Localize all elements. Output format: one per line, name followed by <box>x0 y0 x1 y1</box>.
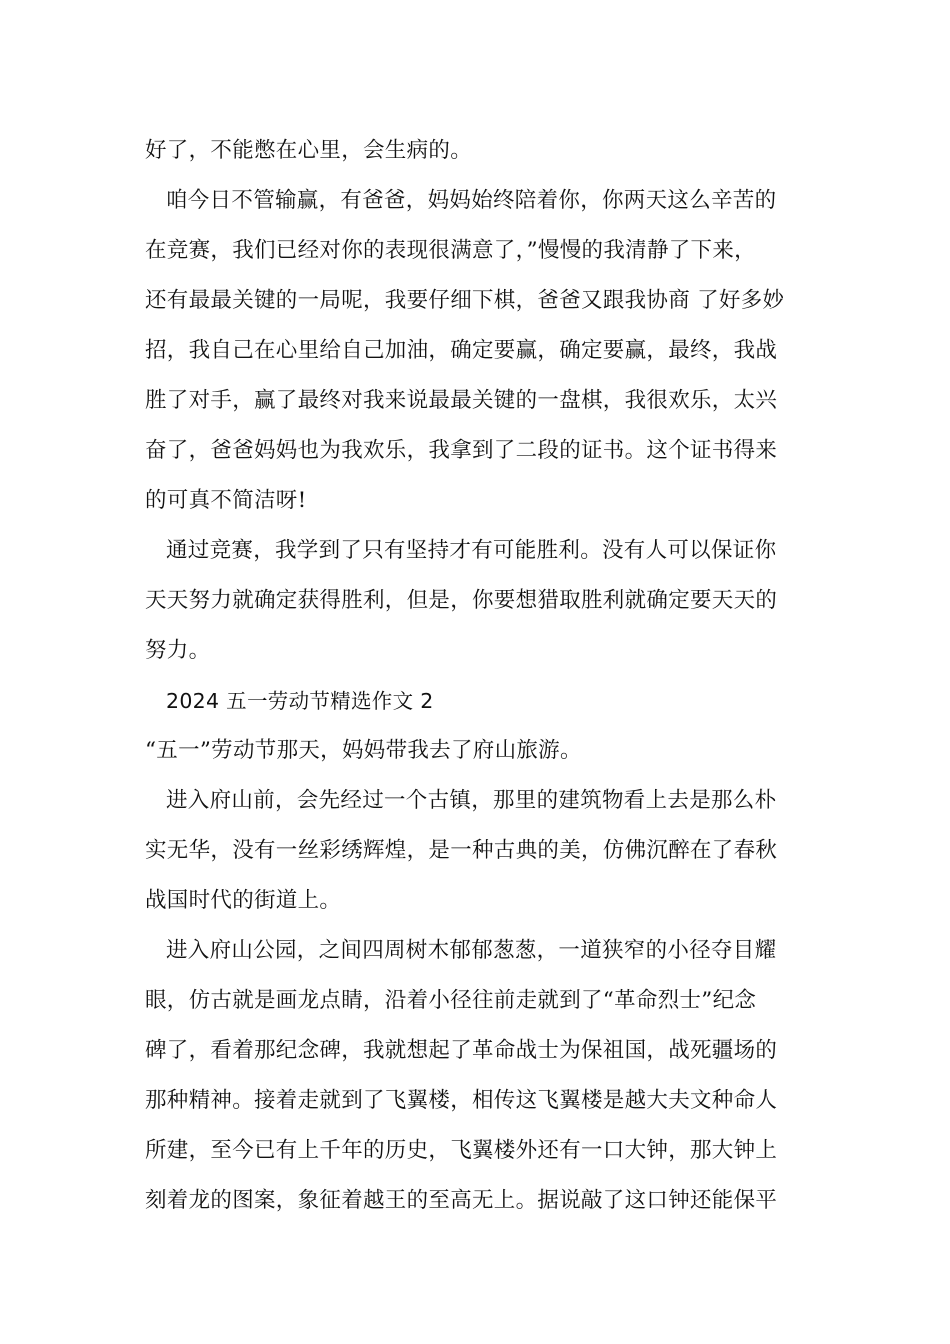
text-line: 进入府山前，会先经过一个古镇，那里的建筑物看上去是那么朴 <box>166 788 777 813</box>
text-line: 刻着龙的图案，象征着越王的至高无上。据说敲了这口钟还能保平 <box>145 1188 778 1213</box>
text-line: 努力。 <box>145 638 211 663</box>
text-line: 的可真不简洁呀! <box>145 488 307 513</box>
text-line: 通过竞赛，我学到了只有坚持才有可能胜利。没有人可以保证你 <box>166 538 777 563</box>
section-heading: 2024 五一劳动节精选作文 2 <box>166 689 434 713</box>
text-line: 碑了，看着那纪念碑，我就想起了革命战士为保祖国，战死疆场的 <box>145 1038 778 1063</box>
text-line: 所建，至今已有上千年的历史，飞翼楼外还有一口大钟，那大钟上 <box>145 1138 778 1163</box>
text-line: 眼，仿古就是画龙点睛，沿着小径往前走就到了“革命烈士”纪念 <box>145 988 757 1013</box>
text-line: “五一”劳动节那天，妈妈带我去了府山旅游。 <box>145 738 582 763</box>
text-line: 进入府山公园，之间四周树木郁郁葱葱，一道狭窄的小径夺目耀 <box>166 938 777 963</box>
text-line: 咱今日不管输赢，有爸爸，妈妈始终陪着你，你两天这么辛苦的 <box>166 188 777 213</box>
text-line: 那种精神。接着走就到了飞翼楼，相传这飞翼楼是越大夫文种命人 <box>145 1088 778 1113</box>
text-line: 天天努力就确定获得胜利，但是，你要想猎取胜利就确定要天天的 <box>145 588 778 613</box>
text-line: 招，我自己在心里给自己加油，确定要赢，确定要赢，最终，我战 <box>145 338 778 363</box>
text-line: 实无华，没有一丝彩绣辉煌，是一种古典的美，仿佛沉醉在了春秋 <box>145 838 778 863</box>
text-line: 还有最最关键的一局呢，我要仔细下棋，爸爸又跟我协商 了好多妙 <box>145 288 785 313</box>
text-line: 胜了对手，赢了最终对我来说最最关键的一盘棋，我很欢乐，太兴 <box>145 388 778 413</box>
text-line: 在竞赛，我们已经对你的表现很满意了，”慢慢的我清静了下来， <box>145 238 756 263</box>
text-line: 好了，不能憋在心里，会生病的。 <box>145 138 473 163</box>
text-line: 战国时代的街道上。 <box>145 888 342 913</box>
text-line: 奋了，爸爸妈妈也为我欢乐，我拿到了二段的证书。这个证书得来 <box>145 438 778 463</box>
